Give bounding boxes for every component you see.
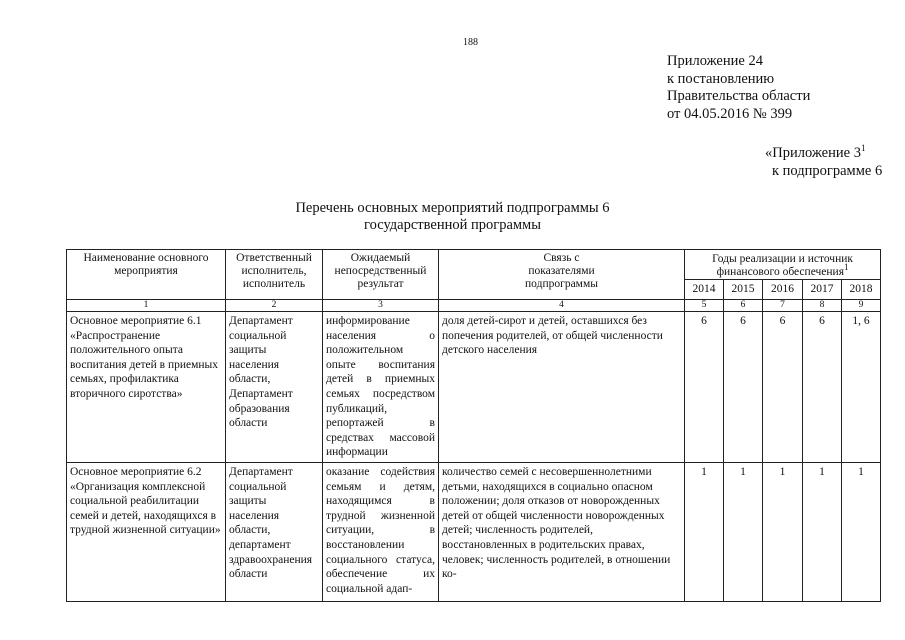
- appendix-line: Правительства области: [667, 88, 811, 104]
- column-number: 3: [323, 300, 439, 312]
- indicators-cell: [439, 462, 685, 601]
- appendix-line: от 04.05.2016 № 399: [667, 105, 793, 122]
- header-year-2017: 2017: [803, 280, 842, 300]
- activity-name-cell: [67, 462, 226, 601]
- year-value-cell: 1: [842, 462, 881, 601]
- title-line: Перечень основных мероприятий подпрограммы 6: [295, 200, 610, 216]
- result-cell: [323, 462, 439, 601]
- header-years-funding: Годы реализации и источник финансового обеспечения$^1$: [685, 250, 881, 280]
- subprogram-appendix-line: к подпрограмме 6: [772, 162, 883, 179]
- column-number: 4: [439, 300, 685, 312]
- year-value-cell: 1: [763, 462, 803, 601]
- executor-cell: [226, 462, 323, 601]
- header-expected-result: Ожидаемый непосредственный результат: [323, 250, 439, 300]
- result-text: оказание содействия семьям и детям, находящимся в трудной жизненной ситуации, в восстановлении социального статуса, обеспечение их социальной адап-: [326, 465, 435, 595]
- column-number: 6: [724, 300, 763, 312]
- executor-text: Департамент социальной защиты населения области, департамент здравоохранения области: [229, 465, 313, 581]
- column-number-row: [67, 300, 881, 312]
- header-executor: Ответственный исполнитель, исполнитель: [226, 250, 323, 300]
- year-value-cell: 6: [724, 312, 763, 463]
- year-value-cell: 1: [724, 462, 763, 601]
- footnote-mark: 1: [844, 262, 849, 273]
- column-number: 8: [803, 300, 842, 312]
- table-row: [67, 462, 881, 601]
- year-value-cell: 1, 6: [842, 312, 881, 463]
- indicators-text: количество семей с несовершеннолетними детьми, находящихся в социально опасном положении; доля отказов от новорожденных детей от общей численности новорожденных детей; численность родителей, восстановленных в родительских правах, человек; численность родителей, в отношении ко-: [442, 465, 671, 581]
- header-indicators: Связь с показателями подпрограммы: [439, 250, 685, 300]
- footnote-mark: 1: [860, 143, 866, 154]
- title-line: государственной программы: [364, 217, 541, 233]
- header-year-2015: 2015: [724, 280, 763, 300]
- year-value-cell: 6: [803, 312, 842, 463]
- appendix-line: к постановлению: [667, 70, 775, 87]
- document-title: [0, 200, 905, 234]
- year-value-cell: 6: [685, 312, 724, 463]
- appendix-line: Приложение 24: [667, 53, 763, 69]
- header-year-2018: 2018: [842, 280, 881, 300]
- subprogram-appendix-block: [765, 145, 882, 180]
- executor-cell: Департамент социальной защиты населения области, Департамент образования области: [226, 312, 323, 463]
- column-number: 1: [67, 300, 226, 312]
- column-number: 9: [842, 300, 881, 312]
- column-number: 5: [685, 300, 724, 312]
- column-number: 2: [226, 300, 323, 312]
- header-activity-name: Наименование основного мероприятия: [67, 250, 226, 300]
- column-number: 7: [763, 300, 803, 312]
- activities-table: [66, 249, 881, 602]
- activity-name-text: Основное мероприятие 6.2 «Организация комплексной социальной реабилитации семей и детей, находящихся в трудной жизненной ситуации»: [70, 465, 221, 537]
- year-value-cell: 6: [763, 312, 803, 463]
- header-year-2014: 2014: [685, 280, 724, 300]
- result-cell: информирование населения о положительном опыте воспитания детей в приемных семьях посредством публикаций, репортажей в средствах массовой информации: [323, 312, 439, 463]
- page-number: 188: [463, 37, 478, 48]
- activity-name-cell: Основное мероприятие 6.1 «Распространение положительного опыта воспитания детей в приемных семьях, профилактика вторичного сиротства»: [67, 312, 226, 463]
- year-value-cell: 1: [803, 462, 842, 601]
- indicators-cell: доля детей-сирот и детей, оставшихся без попечения родителей, от общей численности детского населения: [439, 312, 685, 463]
- year-value-cell: 1: [685, 462, 724, 601]
- appendix-block: [667, 53, 810, 123]
- table-row: [67, 312, 881, 463]
- header-year-2016: 2016: [763, 280, 803, 300]
- subprogram-appendix-line: «Приложение $3^1$: [765, 143, 866, 161]
